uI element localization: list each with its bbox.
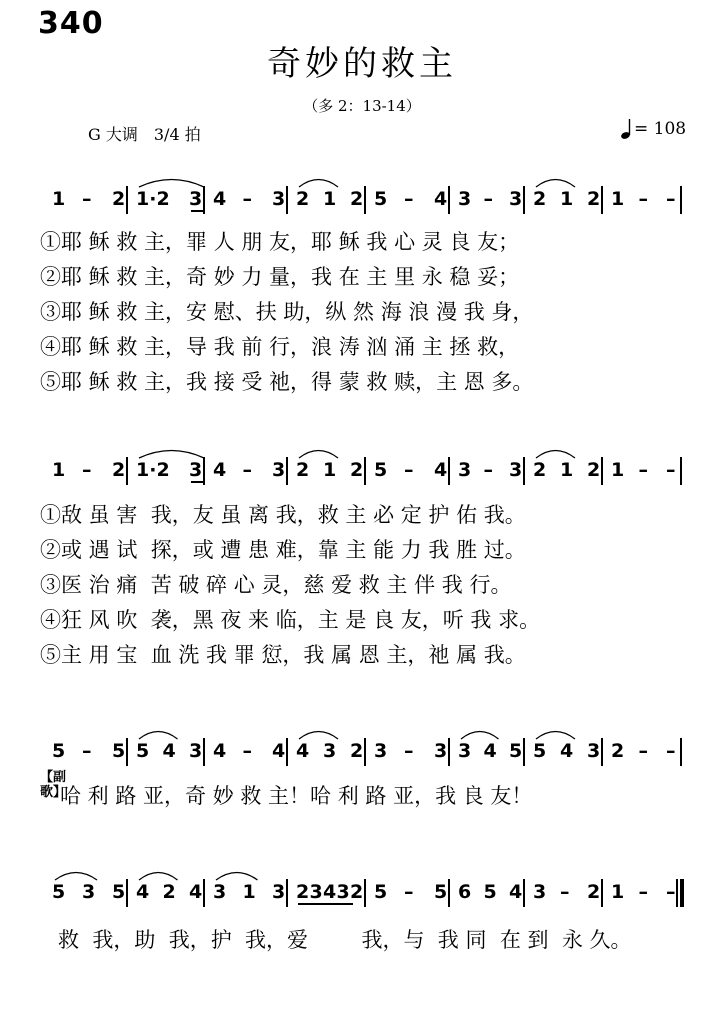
note: 5 [434, 881, 448, 903]
note: 4 [213, 188, 227, 210]
note: – [638, 881, 648, 903]
barline [523, 457, 525, 485]
note: – [666, 740, 676, 762]
note: – [666, 188, 676, 210]
note: 3 [189, 740, 203, 762]
note: 2 [162, 881, 176, 903]
lyric-line: ⑤耶 稣 救 主，我 接 受 祂，得 蒙 救 赎，主 恩 多。 [40, 370, 534, 394]
hymn-number: 340 [38, 6, 104, 41]
note: 1·2 [136, 459, 170, 481]
note: 5 [374, 459, 388, 481]
barline [286, 186, 288, 214]
note: 1 [52, 188, 66, 210]
note: 1 [611, 459, 625, 481]
hymn-title: 奇妙的救主 [267, 44, 457, 84]
note: 2 [350, 459, 364, 481]
note: 3 [434, 740, 448, 762]
lyric-line: ①敌 虽 害 我，友 虽 离 我，救 主 必 定 护 佑 我。 [40, 503, 526, 527]
barline [680, 186, 682, 214]
barline [126, 457, 128, 485]
note: 3 [189, 459, 203, 481]
note: 3 [272, 459, 286, 481]
tempo-value: = 108 [634, 119, 687, 139]
lyric-line: ②或 遇 试 探，或 遭 患 难，靠 主 能 力 我 胜 过。 [40, 538, 526, 562]
slur-arc [298, 176, 339, 188]
note: 4 [483, 740, 497, 762]
note: 2 [350, 740, 364, 762]
slur-arc [535, 176, 576, 188]
note: – [242, 740, 252, 762]
note: 4 [213, 459, 227, 481]
barline [364, 186, 366, 214]
note: 3 [509, 188, 523, 210]
note: 5 [509, 740, 523, 762]
note: 4 [213, 740, 227, 762]
note: 3 [213, 881, 227, 903]
note: 3 [533, 881, 547, 903]
barline [364, 457, 366, 485]
note: 4 [323, 881, 337, 903]
barline [448, 738, 450, 766]
note: 1 [323, 188, 337, 210]
notation-row-verse-a [48, 184, 684, 214]
note: – [666, 459, 676, 481]
note: 5 [52, 740, 66, 762]
notation-row-chorus-a [48, 736, 684, 766]
note: – [638, 740, 648, 762]
note: 4 [162, 740, 176, 762]
slur-arc [138, 728, 179, 740]
note: 2 [533, 459, 547, 481]
barline [364, 738, 366, 766]
slur-arc [54, 869, 98, 881]
note: 2 [296, 881, 310, 903]
barline [448, 186, 450, 214]
slur-arc [215, 869, 259, 881]
note: 5 [52, 881, 66, 903]
note: 5 [533, 740, 547, 762]
barline [203, 879, 205, 907]
note: 2 [296, 188, 310, 210]
note: 3 [509, 459, 523, 481]
note: 2 [611, 740, 625, 762]
note: 4 [560, 740, 574, 762]
note: 1 [560, 459, 574, 481]
lyric-line: ④耶 稣 救 主，导 我 前 行，浪 涛 汹 涌 主 拯 救， [40, 335, 520, 359]
lyric-line: ③医 治 痛 苦 破 碎 心 灵，慈 爱 救 主 伴 我 行。 [40, 573, 512, 597]
note: – [404, 881, 414, 903]
barline [680, 738, 682, 766]
beam-underline [298, 903, 353, 905]
lyric-line: ③耶 稣 救 主，安 慰、扶 助，纵 然 海 浪 漫 我 身， [40, 300, 534, 324]
slur-arc [138, 176, 205, 188]
note: 4 [136, 881, 150, 903]
tempo-marking [620, 118, 686, 140]
note: – [666, 881, 676, 903]
note: – [404, 459, 414, 481]
quarter-note-icon [620, 118, 632, 140]
note: 3 [458, 188, 472, 210]
barline [126, 186, 128, 214]
slur-arc [138, 869, 179, 881]
lyric-line: ②耶 稣 救 主，奇 妙 力 量，我 在 主 里 永 稳 妥； [40, 265, 520, 289]
note: 4 [434, 459, 448, 481]
note: 3 [336, 881, 350, 903]
note: 2 [587, 459, 601, 481]
note: 3 [458, 740, 472, 762]
barline [286, 457, 288, 485]
barline [448, 879, 450, 907]
note: 5 [136, 740, 150, 762]
note: 1 [560, 188, 574, 210]
note: – [242, 188, 252, 210]
note: 2 [112, 459, 126, 481]
note: – [242, 459, 252, 481]
note: – [82, 459, 92, 481]
slur-arc [298, 728, 339, 740]
note: – [82, 740, 92, 762]
lyric-line: ⑤主 用 宝 血 洗 我 罪 愆，我 属 恩 主，祂 属 我。 [40, 643, 526, 667]
note: – [483, 188, 493, 210]
barline [203, 738, 205, 766]
note: 4 [434, 188, 448, 210]
barline [286, 879, 288, 907]
key-signature: G 大调 3/4 拍 [88, 125, 201, 144]
note: 3 [189, 188, 203, 210]
barline [680, 457, 682, 485]
barline [126, 879, 128, 907]
barline [364, 879, 366, 907]
final-barline [676, 879, 684, 907]
note: – [82, 188, 92, 210]
barline [601, 879, 603, 907]
note: 4 [272, 740, 286, 762]
note: 3 [323, 740, 337, 762]
note: – [404, 188, 414, 210]
note: 2 [533, 188, 547, 210]
chorus-lyric-line: 哈 利 路 亚，奇 妙 救 主！哈 利 路 亚，我 良 友！ [60, 784, 533, 808]
slur-arc [138, 447, 205, 459]
note: 2 [350, 188, 364, 210]
note: 3 [374, 740, 388, 762]
note: 1 [323, 459, 337, 481]
note: – [638, 188, 648, 210]
note: 1 [242, 881, 256, 903]
barline [203, 457, 205, 485]
note: 2 [587, 881, 601, 903]
lyric-line: ①耶 稣 救 主，罪 人 朋 友，耶 稣 我 心 灵 良 友； [40, 230, 520, 254]
note: 1 [611, 188, 625, 210]
note: 4 [509, 881, 523, 903]
note: 5 [374, 188, 388, 210]
note: 3 [587, 740, 601, 762]
note: 3 [458, 459, 472, 481]
note: 1 [52, 459, 66, 481]
note: 2 [587, 188, 601, 210]
note: 3 [272, 188, 286, 210]
barline [523, 186, 525, 214]
note: 5 [112, 881, 126, 903]
note: 5 [483, 881, 497, 903]
barline [523, 738, 525, 766]
note: 6 [458, 881, 472, 903]
chorus-lyric-line: 救 我，助 我，护 我，爱 我，与 我 同 在 到 永 久。 [58, 928, 632, 952]
note: 2 [296, 459, 310, 481]
note: – [638, 459, 648, 481]
note: 5 [374, 881, 388, 903]
note: 1 [611, 881, 625, 903]
barline [601, 457, 603, 485]
barline [126, 738, 128, 766]
note: 5 [112, 740, 126, 762]
slur-arc [298, 447, 339, 459]
note: 4 [189, 881, 203, 903]
note: 3 [272, 881, 286, 903]
slur-arc [535, 447, 576, 459]
chorus-label: 【副歌】 [40, 770, 67, 800]
note: 2 [112, 188, 126, 210]
slur-arc [460, 728, 500, 740]
lyric-line: ④狂 风 吹 袭，黑 夜 来 临，主 是 良 友，听 我 求。 [40, 608, 541, 632]
note: 3 [309, 881, 323, 903]
notation-row-verse-b [48, 455, 684, 485]
barline [601, 738, 603, 766]
note: 1·2 [136, 188, 170, 210]
barline [203, 186, 205, 214]
note: – [404, 740, 414, 762]
note: 2 [350, 881, 364, 903]
barline [523, 879, 525, 907]
barline [601, 186, 603, 214]
note: – [560, 881, 570, 903]
note: – [483, 459, 493, 481]
barline [448, 457, 450, 485]
note: 4 [296, 740, 310, 762]
notation-row-chorus-b [48, 877, 684, 907]
scripture-reference: （多 2：13-14） [303, 97, 421, 115]
barline [286, 738, 288, 766]
slur-arc [535, 728, 576, 740]
note: 3 [82, 881, 96, 903]
